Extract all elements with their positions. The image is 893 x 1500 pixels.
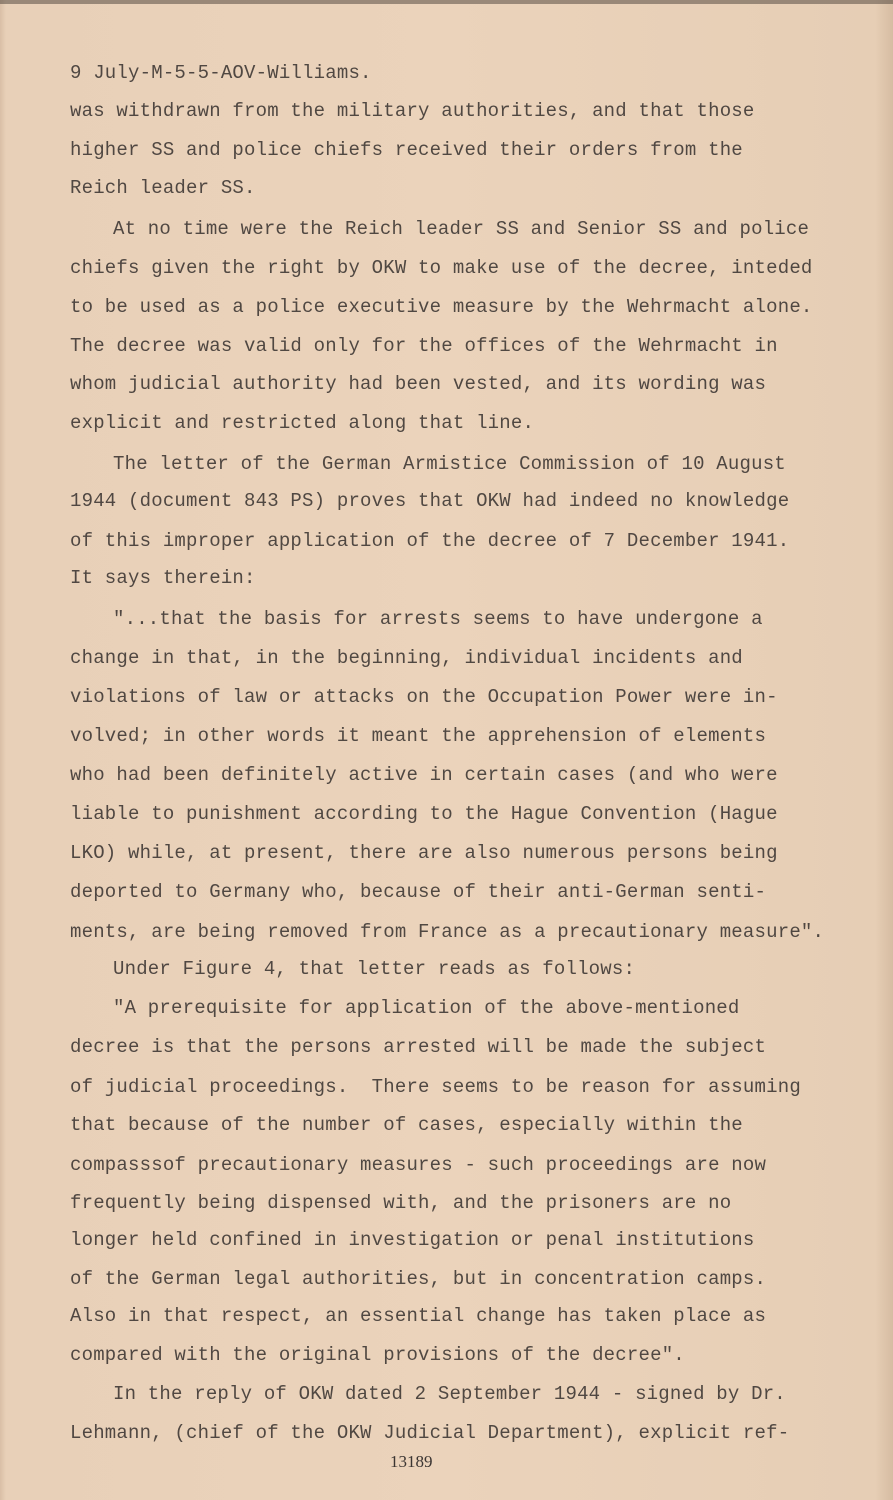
text-line: decree is that the persons arrested will be made the subject [70, 1036, 767, 1058]
text-line: Reich leader SS. [70, 177, 256, 199]
text-line: It says therein: [70, 567, 256, 589]
text-line: The decree was valid only for the offices of the Wehrmacht in [70, 335, 778, 357]
text-line: deported to Germany who, because of their anti-German senti- [70, 881, 767, 903]
text-line: whom judicial authority had been vested, and its wording was [70, 373, 767, 395]
text-line: who had been definitely active in certain cases (and who were [70, 764, 778, 786]
text-line: 1944 (document 843 PS) proves that OKW had indeed no knowledge [70, 490, 790, 512]
text-line: Also in that respect, an essential change has taken place as [70, 1305, 767, 1327]
text-line: compared with the original provisions of the decree". [70, 1344, 685, 1366]
text-line: Under Figure 4, that letter reads as follows: [113, 958, 636, 980]
text-line: explicit and restricted along that line. [70, 412, 535, 434]
document-header: 9 July-M-5-5-AOV-Williams. [70, 62, 372, 84]
text-line: higher SS and police chiefs received their orders from the [70, 139, 743, 161]
text-line: "...that the basis for arrests seems to have undergone a [113, 608, 763, 630]
text-line: volved; in other words it meant the apprehension of elements [70, 725, 767, 747]
text-line: of judicial proceedings. There seems to be reason for assuming [70, 1076, 801, 1098]
text-line: "A prerequisite for application of the above-mentioned [113, 997, 740, 1019]
text-line: At no time were the Reich leader SS and Senior SS and police [113, 218, 810, 240]
text-line: LKO) while, at present, there are also numerous persons being [70, 842, 778, 864]
page-number: 13189 [390, 1452, 433, 1471]
text-line: compasssof precautionary measures - such proceedings are now [70, 1154, 767, 1176]
text-line: longer held confined in investigation or penal institutions [70, 1229, 755, 1251]
text-line: Lehmann, (chief of the OKW Judicial Department), explicit ref- [70, 1422, 790, 1444]
text-line: The letter of the German Armistice Commission of 10 August [113, 453, 786, 475]
text-line: liable to punishment according to the Hague Convention (Hague [70, 803, 778, 825]
text-line: that because of the number of cases, especially within the [70, 1114, 743, 1136]
text-line: chiefs given the right by OKW to make use of the decree, inteded [70, 257, 813, 279]
text-line: In the reply of OKW dated 2 September 1944 - signed by Dr. [113, 1383, 786, 1405]
text-line: frequently being dispensed with, and the prisoners are no [70, 1192, 732, 1214]
text-line: of this improper application of the decree of 7 December 1941. [70, 530, 790, 552]
text-line: to be used as a police executive measure by the Wehrmacht alone. [70, 296, 813, 318]
text-line: violations of law or attacks on the Occupation Power were in- [70, 686, 778, 708]
text-line: of the German legal authorities, but in concentration camps. [70, 1268, 767, 1290]
text-line: ments, are being removed from France as a precautionary measure". [70, 921, 825, 943]
page-top-edge [0, 0, 893, 4]
text-line: was withdrawn from the military authorities, and that those [70, 100, 755, 122]
text-line: change in that, in the beginning, individual incidents and [70, 647, 743, 669]
